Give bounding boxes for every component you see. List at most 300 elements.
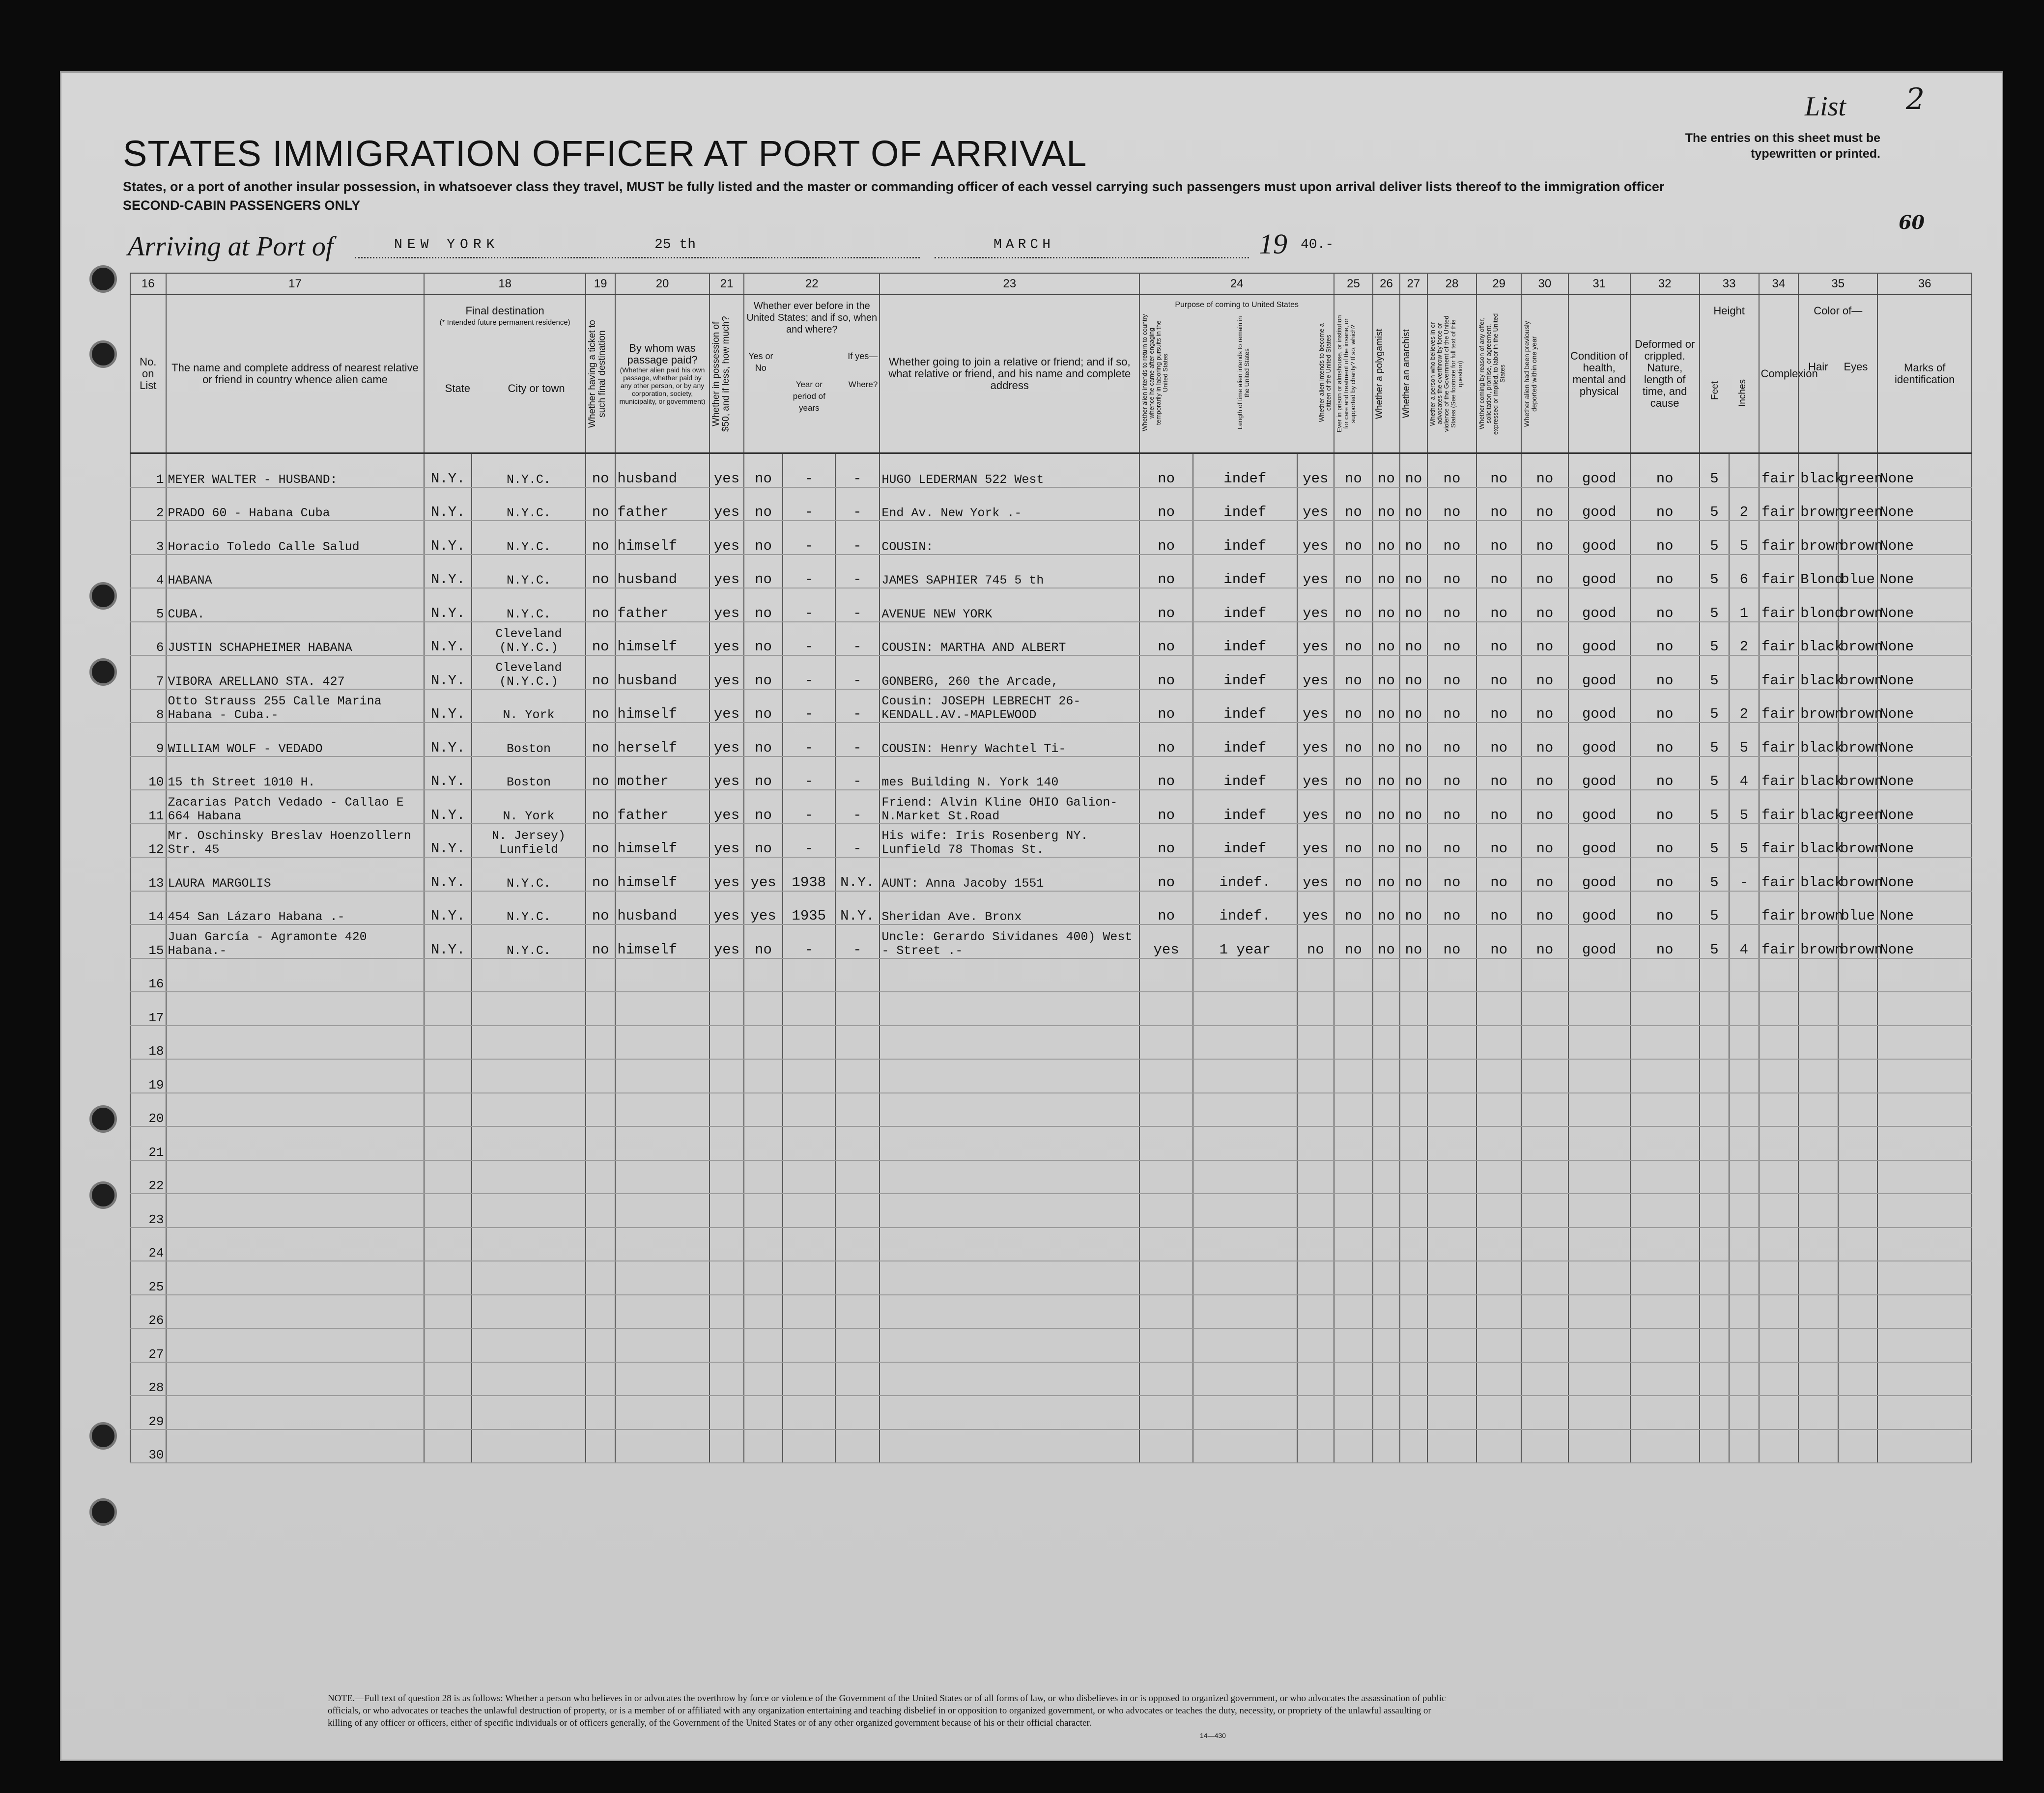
table-row — [130, 1261, 1972, 1295]
overthrow-cell: no — [1427, 824, 1477, 858]
col-number: 31 — [1568, 273, 1630, 295]
deported-cell: no — [1521, 857, 1568, 891]
money-cell — [710, 958, 744, 992]
hair-cell — [1798, 1228, 1838, 1261]
header-marks: Marks of identification — [1877, 295, 1972, 453]
nearest-relative-cell — [166, 1093, 425, 1127]
ever-before-cell — [744, 1194, 783, 1228]
city-cell — [472, 1396, 586, 1429]
health-cell: good — [1568, 521, 1630, 555]
year-prefix: 19 — [1259, 228, 1287, 260]
ticket-label: Whether having a ticket to such final destination — [587, 320, 607, 428]
overthrow-cell — [1427, 1295, 1477, 1329]
city-cell — [472, 1328, 586, 1362]
row-number: 20 — [130, 1093, 166, 1127]
ever-before-cell: no — [744, 622, 783, 656]
joining-cell — [880, 1160, 1139, 1194]
row-number: 21 — [130, 1126, 166, 1160]
joining-cell — [880, 1261, 1139, 1295]
where-cell — [835, 1328, 880, 1362]
inches-cell: 2 — [1729, 487, 1759, 521]
header-labor-offer — [1476, 295, 1521, 453]
year-cell: 1938 — [783, 857, 835, 891]
joining-cell: COUSIN: Henry Wachtel Ti- — [880, 723, 1139, 756]
polygamist-cell: no — [1373, 756, 1400, 790]
deformed-cell — [1630, 1362, 1700, 1396]
feet-cell: 5 — [1700, 723, 1729, 756]
nearest-relative-cell — [166, 1126, 425, 1160]
anarchist-cell: no — [1400, 555, 1427, 588]
health-cell: good — [1568, 790, 1630, 824]
year-cell: - — [783, 453, 835, 487]
year-cell: - — [783, 555, 835, 588]
where-cell — [835, 1126, 880, 1160]
complexion-cell: fair — [1759, 655, 1799, 689]
city-cell: N.Y.C. — [472, 487, 586, 521]
labor-offer-cell — [1476, 1429, 1521, 1463]
paid-by-cell: himself — [615, 857, 709, 891]
nearest-relative-cell — [166, 1261, 425, 1295]
row-number: 30 — [130, 1429, 166, 1463]
feet-cell: 5 — [1700, 622, 1729, 656]
nearest-relative-cell: 15 th Street 1010 H. — [166, 756, 425, 790]
joining-cell: JAMES SAPHIER 745 5 th — [880, 555, 1139, 588]
joining-cell: End Av. New York .- — [880, 487, 1139, 521]
anarchist-cell: no — [1400, 622, 1427, 656]
eyes-cell: green — [1838, 453, 1878, 487]
row-number: 9 — [130, 723, 166, 756]
inches-cell: 5 — [1729, 790, 1759, 824]
row-number: 28 — [130, 1362, 166, 1396]
hair-cell — [1798, 1396, 1838, 1429]
deported-cell: no — [1521, 925, 1568, 958]
paid-by-cell — [615, 1059, 709, 1093]
deformed-cell — [1630, 1026, 1700, 1060]
ticket-cell: no — [586, 824, 615, 858]
citizen-cell — [1297, 1261, 1334, 1295]
row-number: 12 — [130, 824, 166, 858]
anarchist-cell: no — [1400, 689, 1427, 723]
polygamist-cell: no — [1373, 655, 1400, 689]
ever-before-cell — [744, 1295, 783, 1329]
prison-cell: no — [1334, 824, 1373, 858]
prison-cell: no — [1334, 521, 1373, 555]
ever-before-cell: no — [744, 925, 783, 958]
prison-cell — [1334, 1059, 1373, 1093]
polygamist-cell — [1373, 1059, 1400, 1093]
col-number: 24 — [1139, 273, 1334, 295]
hair-cell — [1798, 1026, 1838, 1060]
complexion-cell — [1759, 1059, 1799, 1093]
overthrow-cell — [1427, 1396, 1477, 1429]
health-cell — [1568, 1194, 1630, 1228]
deported-cell — [1521, 1396, 1568, 1429]
labor-offer-cell — [1476, 1396, 1521, 1429]
money-cell: yes — [710, 588, 744, 622]
inches-cell — [1729, 1228, 1759, 1261]
labor-offer-cell: no — [1476, 925, 1521, 958]
ever-before-cell — [744, 1126, 783, 1160]
deformed-cell — [1630, 1093, 1700, 1127]
deported-cell — [1521, 1126, 1568, 1160]
ever-before-cell: no — [744, 790, 783, 824]
col-number: 36 — [1877, 273, 1972, 295]
row-number: 15 — [130, 925, 166, 958]
list-label: List — [1804, 91, 1846, 122]
marks-cell — [1877, 1160, 1972, 1194]
hair-cell — [1798, 1328, 1838, 1362]
marks-cell: None — [1877, 487, 1972, 521]
ever-before-label: Whether ever before in the United States; and if so, when and where? — [746, 301, 878, 335]
deformed-cell — [1630, 1228, 1700, 1261]
state-cell: N.Y. — [424, 453, 472, 487]
eyes-cell — [1838, 1396, 1878, 1429]
complexion-cell: fair — [1759, 723, 1799, 756]
city-cell: N.Y.C. — [472, 857, 586, 891]
deported-label: Whether alien had been previously deported within one year — [1523, 321, 1538, 427]
prison-cell — [1334, 1093, 1373, 1127]
where-cell: - — [835, 453, 880, 487]
complexion-cell: fair — [1759, 588, 1799, 622]
deformed-cell: no — [1630, 622, 1700, 656]
eyes-cell — [1838, 1026, 1878, 1060]
eyes-cell — [1838, 1126, 1878, 1160]
anarchist-cell — [1400, 1059, 1427, 1093]
year-cell: - — [783, 487, 835, 521]
labor-offer-cell: no — [1476, 723, 1521, 756]
marks-cell: None — [1877, 891, 1972, 925]
joining-cell — [880, 992, 1139, 1026]
polygamist-cell — [1373, 992, 1400, 1026]
labor-offer-cell — [1476, 1160, 1521, 1194]
return-cell: no — [1139, 689, 1193, 723]
return-cell: yes — [1139, 925, 1193, 958]
return-cell: no — [1139, 756, 1193, 790]
state-cell: N.Y. — [424, 723, 472, 756]
where-cell — [835, 1194, 880, 1228]
labor-offer-cell: no — [1476, 622, 1521, 656]
col-number: 32 — [1630, 273, 1700, 295]
year-cell — [783, 1059, 835, 1093]
feet-cell — [1700, 1295, 1729, 1329]
return-cell — [1139, 992, 1193, 1026]
hair-cell — [1798, 1194, 1838, 1228]
city-cell — [472, 1160, 586, 1194]
polygamist-cell: no — [1373, 689, 1400, 723]
paid-by-cell — [615, 1328, 709, 1362]
joining-cell — [880, 1362, 1139, 1396]
state-cell: N.Y. — [424, 689, 472, 723]
health-cell — [1568, 992, 1630, 1026]
header-anarchist — [1400, 295, 1427, 453]
length-of-stay-cell: indef — [1193, 723, 1297, 756]
city-cell: N. York — [472, 689, 586, 723]
return-cell: no — [1139, 824, 1193, 858]
year-cell — [783, 1093, 835, 1127]
paid-by-cell — [615, 1261, 709, 1295]
feet-cell: 5 — [1700, 588, 1729, 622]
eyes-cell: brown — [1838, 521, 1878, 555]
prison-cell — [1334, 958, 1373, 992]
polygamist-cell: no — [1373, 588, 1400, 622]
labor-offer-label: Whether coming by reason of any offer, solicitation, promise, or agreement, expressed or implied, to labor in the United States — [1478, 313, 1506, 435]
deported-cell — [1521, 1429, 1568, 1463]
deformed-cell — [1630, 1295, 1700, 1329]
marks-cell — [1877, 992, 1972, 1026]
nearest-relative-cell: MEYER WALTER - HUSBAND: — [166, 453, 425, 487]
eyes-cell: brown — [1838, 622, 1878, 656]
marks-cell — [1877, 1194, 1972, 1228]
polygamist-cell: no — [1373, 891, 1400, 925]
punch-hole — [89, 1181, 117, 1209]
paid-by-cell — [615, 1126, 709, 1160]
where-cell: - — [835, 521, 880, 555]
feet-cell — [1700, 1362, 1729, 1396]
inches-cell — [1729, 1194, 1759, 1228]
city-cell: N.Y.C. — [472, 891, 586, 925]
labor-offer-cell — [1476, 1295, 1521, 1329]
prison-cell: no — [1334, 622, 1373, 656]
complexion-cell: fair — [1759, 689, 1799, 723]
city-label: City or town — [508, 382, 565, 394]
complexion-cell — [1759, 1429, 1799, 1463]
length-of-stay-cell: indef — [1193, 487, 1297, 521]
length-of-stay-cell — [1193, 1194, 1297, 1228]
nearest-relative-cell: Zacarias Patch Vedado - Callao E 664 Habana — [166, 790, 425, 824]
nearest-relative-cell: VIBORA ARELLANO STA. 427 — [166, 655, 425, 689]
joining-cell — [880, 1396, 1139, 1429]
table-row — [130, 891, 1972, 925]
header-height — [1700, 295, 1759, 453]
joining-cell: AUNT: Anna Jacoby 1551 — [880, 857, 1139, 891]
ticket-cell: no — [586, 756, 615, 790]
deformed-cell: no — [1630, 723, 1700, 756]
where-cell: - — [835, 756, 880, 790]
header-nearest-relative: The name and complete address of nearest relative or friend in country whence alien came — [166, 295, 425, 453]
health-cell: good — [1568, 655, 1630, 689]
hair-cell — [1798, 958, 1838, 992]
ever-before-cell: no — [744, 487, 783, 521]
money-cell — [710, 1396, 744, 1429]
header-overthrow — [1427, 295, 1477, 453]
table-row — [130, 1295, 1972, 1329]
polygamist-cell: no — [1373, 824, 1400, 858]
row-number: 13 — [130, 857, 166, 891]
length-of-stay-cell: 1 year — [1193, 925, 1297, 958]
year-cell: - — [783, 521, 835, 555]
city-cell: Cleveland (N.Y.C.) — [472, 622, 586, 656]
return-cell: no — [1139, 891, 1193, 925]
prison-cell: no — [1334, 891, 1373, 925]
joining-cell — [880, 1328, 1139, 1362]
polygamist-cell — [1373, 1362, 1400, 1396]
health-cell: good — [1568, 689, 1630, 723]
table-row — [130, 521, 1972, 555]
ticket-cell: no — [586, 588, 615, 622]
length-of-stay-cell — [1193, 1396, 1297, 1429]
table-row — [130, 588, 1972, 622]
prison-cell: no — [1334, 487, 1373, 521]
col-number: 25 — [1334, 273, 1373, 295]
state-cell — [424, 1059, 472, 1093]
ticket-cell: no — [586, 790, 615, 824]
row-number: 1 — [130, 453, 166, 487]
dotted-line — [355, 257, 920, 258]
inches-cell — [1729, 1093, 1759, 1127]
health-cell: good — [1568, 622, 1630, 656]
polygamist-cell: no — [1373, 857, 1400, 891]
paid-by-cell: husband — [615, 891, 709, 925]
year-cell — [783, 1194, 835, 1228]
feet-cell — [1700, 1429, 1729, 1463]
marks-cell — [1877, 1295, 1972, 1329]
labor-offer-cell — [1476, 1228, 1521, 1261]
paid-by-cell: husband — [615, 453, 709, 487]
paid-by-cell — [615, 1228, 709, 1261]
city-cell — [472, 1059, 586, 1093]
marks-cell: None — [1877, 857, 1972, 891]
paid-by-cell: himself — [615, 824, 709, 858]
polygamist-cell — [1373, 1429, 1400, 1463]
complexion-cell — [1759, 1261, 1799, 1295]
hair-cell — [1798, 1059, 1838, 1093]
ever-before-cell: no — [744, 588, 783, 622]
year-cell — [783, 1160, 835, 1194]
where-cell — [835, 1261, 880, 1295]
col-number: 16 — [130, 273, 166, 295]
nearest-relative-cell — [166, 1295, 425, 1329]
marks-cell — [1877, 958, 1972, 992]
passenger-table — [130, 273, 1972, 1463]
joining-cell — [880, 1228, 1139, 1261]
ticket-cell: no — [586, 891, 615, 925]
table-row — [130, 1026, 1972, 1060]
paid-by-cell — [615, 992, 709, 1026]
anarchist-cell — [1400, 958, 1427, 992]
row-number: 14 — [130, 891, 166, 925]
punch-hole — [89, 340, 117, 368]
ever-before-cell: no — [744, 689, 783, 723]
prison-cell — [1334, 1396, 1373, 1429]
table-row — [130, 1160, 1972, 1194]
city-cell: N.Y.C. — [472, 925, 586, 958]
state-cell: N.Y. — [424, 521, 472, 555]
feet-cell — [1700, 1228, 1729, 1261]
feet-cell: 5 — [1700, 689, 1729, 723]
complexion-cell: fair — [1759, 487, 1799, 521]
height-label: Height — [1713, 305, 1745, 317]
row-number: 24 — [130, 1228, 166, 1261]
return-cell: no — [1139, 453, 1193, 487]
citizen-cell: no — [1297, 925, 1334, 958]
state-cell: N.Y. — [424, 622, 472, 656]
labor-offer-cell — [1476, 1059, 1521, 1093]
city-cell — [472, 1126, 586, 1160]
row-number: 8 — [130, 689, 166, 723]
feet-cell: 5 — [1700, 857, 1729, 891]
where-cell — [835, 958, 880, 992]
city-cell — [472, 992, 586, 1026]
nearest-relative-cell — [166, 1059, 425, 1093]
year-cell — [783, 1328, 835, 1362]
year-cell — [783, 1026, 835, 1060]
deformed-cell — [1630, 1126, 1700, 1160]
complexion-cell: fair — [1759, 790, 1799, 824]
inches-cell — [1729, 1160, 1759, 1194]
subtitle: States, or a port of another insular possession, in whatsoever class they travel, MUST be fully listed and the master or commanding officer of each vessel carrying such passengers must upon arrival deliver lists thereof to the immigration officer — [123, 179, 1665, 194]
year-cell: - — [783, 925, 835, 958]
anarchist-cell: no — [1400, 891, 1427, 925]
deformed-cell — [1630, 1261, 1700, 1295]
where-cell: - — [835, 824, 880, 858]
nearest-relative-cell: Horacio Toledo Calle Salud — [166, 521, 425, 555]
paid-by-cell — [615, 958, 709, 992]
overthrow-cell — [1427, 1059, 1477, 1093]
table-row — [130, 1059, 1972, 1093]
health-cell — [1568, 1429, 1630, 1463]
feet-cell: 5 — [1700, 655, 1729, 689]
row-number: 19 — [130, 1059, 166, 1093]
state-cell — [424, 1126, 472, 1160]
complexion-cell — [1759, 1362, 1799, 1396]
punch-hole — [89, 265, 117, 293]
feet-cell — [1700, 1261, 1729, 1295]
hair-label: Hair — [1808, 361, 1828, 373]
citizen-cell — [1297, 1396, 1334, 1429]
money-cell — [710, 1126, 744, 1160]
ticket-cell — [586, 1328, 615, 1362]
complexion-cell — [1759, 992, 1799, 1026]
punch-hole — [89, 1498, 117, 1526]
length-of-stay-cell: indef — [1193, 521, 1297, 555]
feet-cell — [1700, 1160, 1729, 1194]
color-of-label: Color of— — [1814, 305, 1863, 317]
return-cell — [1139, 1261, 1193, 1295]
year-label: Year or period of years — [793, 380, 825, 413]
punch-hole — [89, 1422, 117, 1450]
joining-cell: Friend: Alvin Kline OHIO Galion-N.Market St.Road — [880, 790, 1139, 824]
state-cell: N.Y. — [424, 857, 472, 891]
return-cell: no — [1139, 857, 1193, 891]
ever-before-cell — [744, 1429, 783, 1463]
where-cell — [835, 1362, 880, 1396]
hair-cell: brown — [1798, 925, 1838, 958]
labor-offer-cell — [1476, 1328, 1521, 1362]
citizen-cell: yes — [1297, 857, 1334, 891]
money-cell: yes — [710, 622, 744, 656]
anarchist-cell — [1400, 1093, 1427, 1127]
health-cell: good — [1568, 925, 1630, 958]
state-cell — [424, 1429, 472, 1463]
return-cell — [1139, 1126, 1193, 1160]
joining-cell — [880, 1429, 1139, 1463]
where-cell — [835, 1026, 880, 1060]
year-cell — [783, 992, 835, 1026]
labor-offer-cell: no — [1476, 756, 1521, 790]
sheet-number: 60 — [1899, 211, 1925, 233]
joining-cell: Uncle: Gerardo Sividanes 400) West - Street .- — [880, 925, 1139, 958]
polygamist-cell — [1373, 1026, 1400, 1060]
labor-offer-cell — [1476, 1026, 1521, 1060]
hair-cell: brown — [1798, 521, 1838, 555]
year-cell — [783, 1396, 835, 1429]
eyes-label: Eyes — [1844, 361, 1868, 373]
length-of-stay-cell: indef — [1193, 756, 1297, 790]
eyes-cell — [1838, 1328, 1878, 1362]
dotted-line — [935, 257, 1249, 258]
if-yes-label: If yes— — [848, 351, 878, 361]
money-cell: yes — [710, 487, 744, 521]
